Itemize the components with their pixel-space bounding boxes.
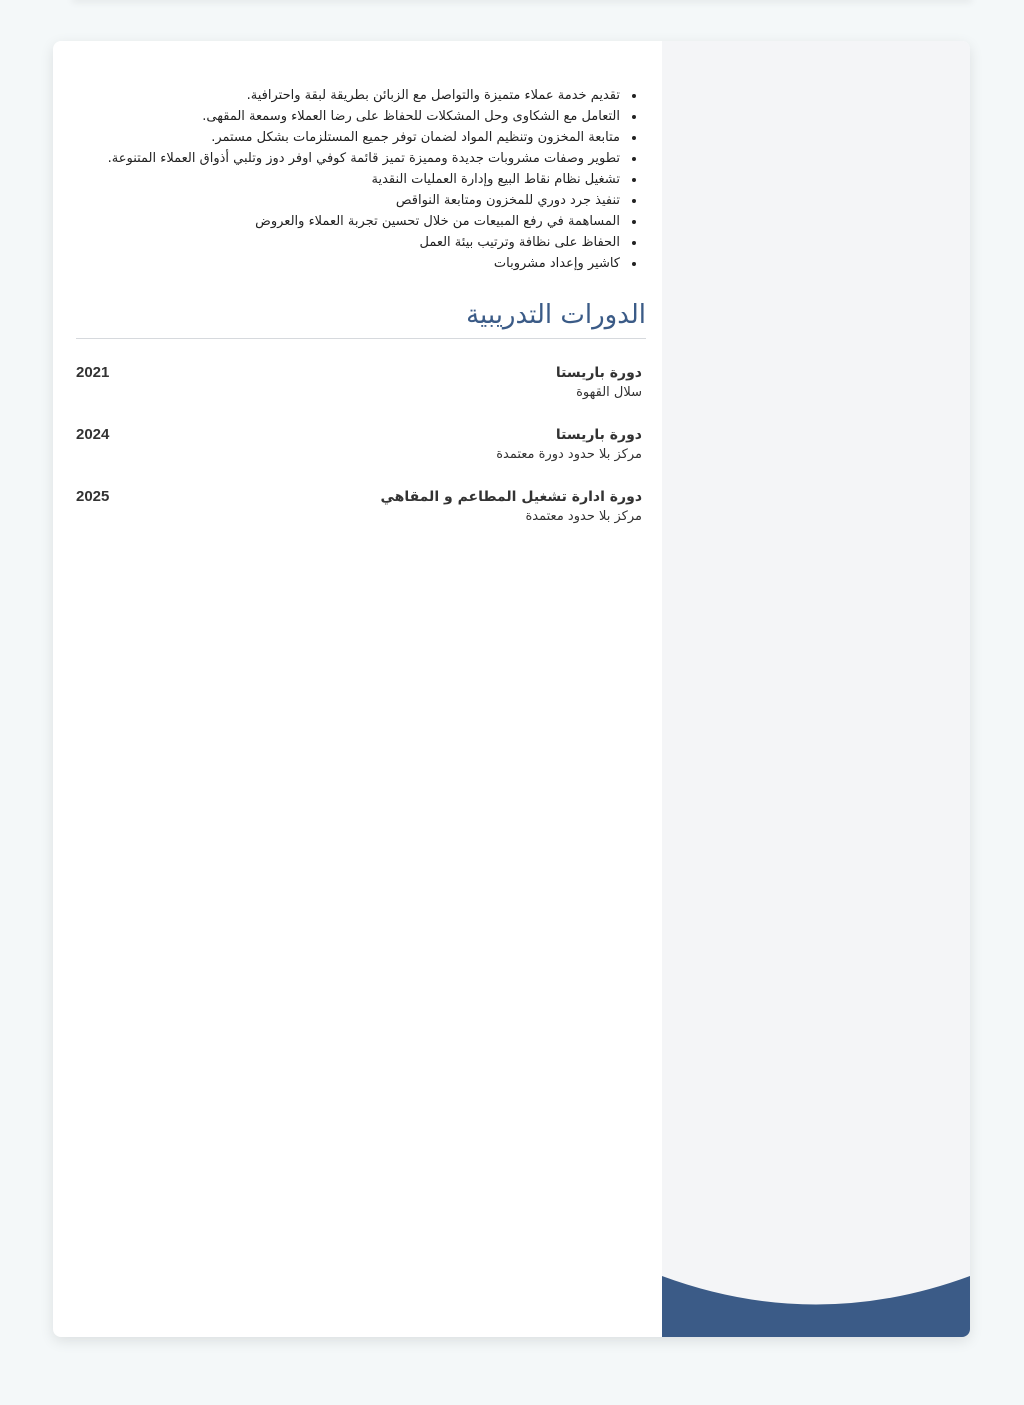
sidebar-panel — [662, 41, 970, 1337]
course-organization: مركز بلا حدود دورة معتمدة — [496, 447, 642, 462]
course-title: دورة باريستا — [555, 365, 642, 381]
duty-item: • متابعة المخزون وتنظيم المواد لضمان توفر جميع المستلزمات بشكل مستمر. — [76, 127, 622, 148]
course-organization: سلال القهوة — [576, 385, 642, 400]
duty-item: • تشغيل نظام نقاط البيع وإدارة العمليات النقدية — [76, 169, 622, 190]
course-entry — [76, 487, 646, 527]
courses-section-title: الدورات التدريبية — [76, 300, 646, 339]
course-entry — [76, 425, 646, 465]
course-year: 2024 — [76, 426, 110, 443]
duty-item: • تنفيذ جرد دوري للمخزون ومتابعة النواقص — [76, 190, 622, 211]
duty-item: • تطوير وصفات مشروبات جديدة ومميزة تميز قائمة كوفي اوفر دوز وتلبي أذواق العملاء المتنوعة. — [76, 148, 622, 169]
duty-item: • المساهمة في رفع المبيعات من خلال تحسين تجربة العملاء والعروض — [76, 211, 622, 232]
duty-item: • كاشير وإعداد مشروبات — [76, 253, 622, 274]
sidebar-wave-decoration — [662, 1273, 970, 1337]
resume-page — [53, 41, 970, 1337]
duty-item: • الحفاظ على نظافة وترتيب بيئة العمل — [76, 232, 622, 253]
course-year: 2021 — [76, 364, 110, 381]
duty-item: • التعامل مع الشكاوى وحل المشكلات للحفاظ على رضا العملاء وسمعة المقهى. — [76, 106, 622, 127]
main-content — [76, 85, 646, 527]
course-year: 2025 — [76, 488, 110, 505]
duty-item: • تقديم خدمة عملاء متميزة والتواصل مع الزبائن بطريقة لبقة واحترافية. — [76, 85, 622, 106]
duties-list — [76, 85, 646, 274]
course-organization: مركز بلا حدود معتمدة — [525, 509, 642, 524]
course-title: دورة باريستا — [555, 427, 642, 443]
course-title: دورة ادارة تشغيل المطاعم و المقاهي — [380, 489, 642, 505]
course-entry — [76, 363, 646, 403]
